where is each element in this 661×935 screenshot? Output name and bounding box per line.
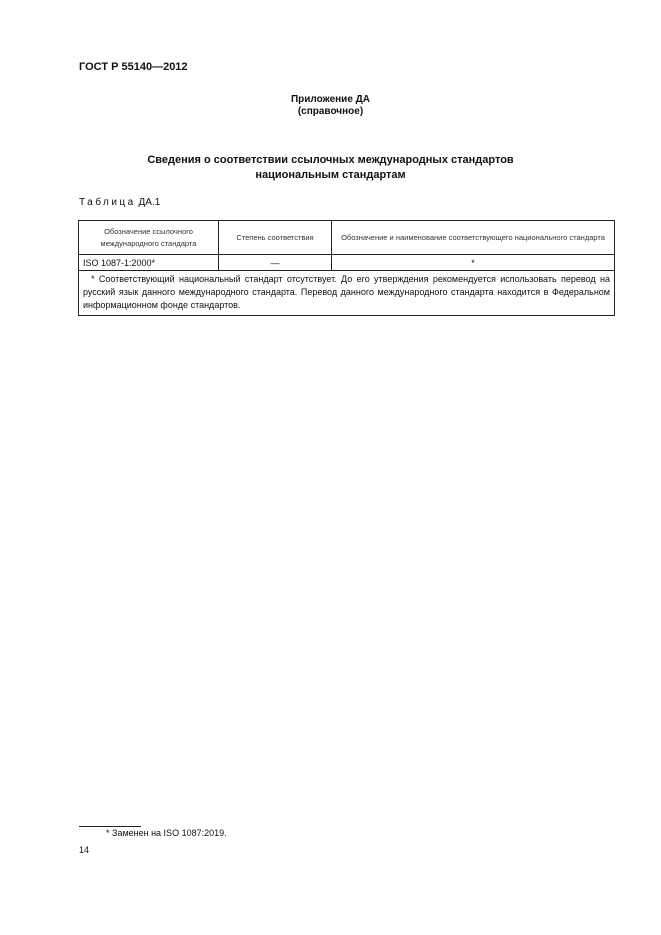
table-caption-word: Таблица <box>79 197 136 208</box>
footnote-divider <box>79 826 141 827</box>
table-caption <box>79 197 160 208</box>
appendix-title: Приложение ДА <box>290 94 371 105</box>
table-cell: * <box>332 255 615 271</box>
table-row <box>79 255 615 271</box>
header-cell: Степень соответствия <box>219 221 332 255</box>
section-title-line2: национальным стандартам <box>255 169 406 181</box>
table-note-row <box>79 271 615 316</box>
table-header-row <box>79 221 615 255</box>
table-note: * Соответствующий национальный стандарт отсутствует. До его утверждения рекомендуется использовать перевод на русский язык данного международного стандарта. Перевод данного международного стандарта находится в Федеральном информационном фонде стандартов. <box>79 271 615 316</box>
table-cell: — <box>219 255 332 271</box>
table-cell: ISO 1087-1:2000* <box>79 255 219 271</box>
footnote: * Заменен на ISO 1087:2019. <box>106 828 227 838</box>
section-title <box>0 153 661 183</box>
table-caption-id: ДА.1 <box>138 197 161 208</box>
page-number: 14 <box>79 845 90 855</box>
document-code: ГОСТ Р 55140—2012 <box>79 61 188 73</box>
section-title-line1: Сведения о соответствии ссылочных международных стандартов <box>147 154 514 166</box>
standards-table <box>78 220 615 316</box>
appendix-subtitle: (справочное) <box>297 106 364 117</box>
header-cell: Обозначение ссылочного международного стандарта <box>79 221 219 255</box>
header-cell: Обозначение и наименование соответствующего национального стандарта <box>332 221 615 255</box>
